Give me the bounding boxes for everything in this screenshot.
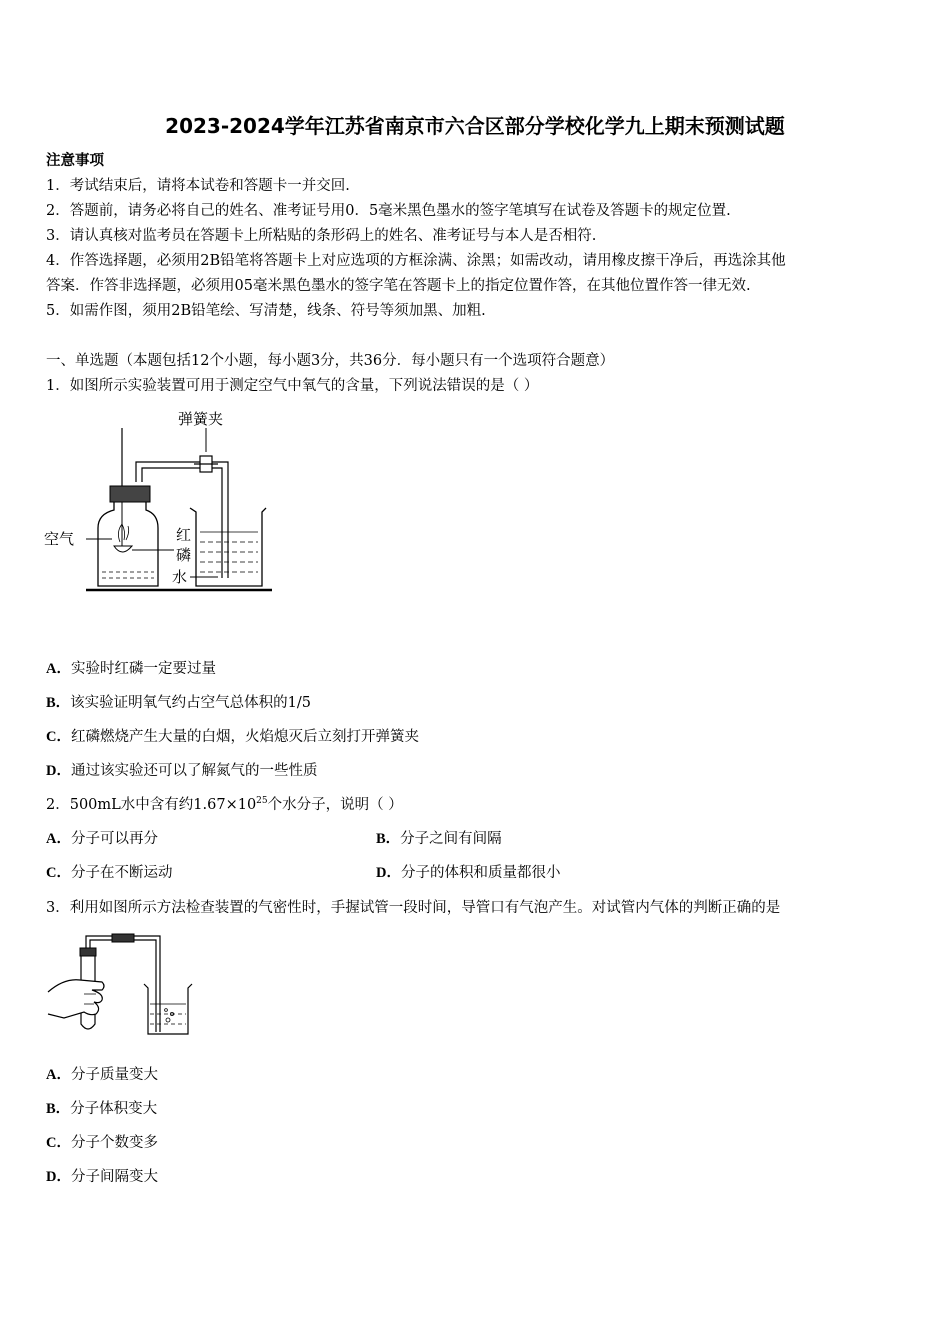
question-3-option-b: B．分子体积变大 (46, 1101, 158, 1117)
question-3-option-a: A．分子质量变大 (46, 1067, 158, 1083)
section-heading: 一、单选题（本题包括12个小题，每小题3分，共36分．每小题只有一个选项符合题意） (46, 353, 615, 369)
question-1-option-a: A．实验时红磷一定要过量 (46, 661, 216, 677)
question-2-option-d: D．分子的体积和质量都很小 (376, 865, 561, 881)
question-2-stem: 2．500mL水中含有约$1.67\times 10^{25}$个水分子，说明（ ） (46, 796, 403, 813)
question-3-option-d: D．分子间隔变大 (46, 1169, 158, 1185)
figure-label-water: 水 (172, 568, 188, 586)
figure-label-phosphorus: 磷 (176, 546, 192, 564)
question-1-option-c: C．红磷燃烧产生大量的白烟，火焰熄灭后立刻打开弹簧夹 (46, 729, 419, 745)
notice-item: 3．请认真核对监考员在答题卡上所粘贴的条形码上的姓名、准考证号与本人是否相符. (46, 228, 597, 244)
question-1-option-d: D．通过该实验还可以了解氮气的一些性质 (46, 763, 318, 779)
figure-label-air: 空气 (44, 530, 75, 548)
notice-item: 2．答题前，请务必将自己的姓名、准考证号用0．5毫米黑色墨水的签字笔填写在试卷及答题卡的规定位置. (46, 203, 731, 219)
question-3-stem: 3．利用如图所示方法检查装置的气密性时，手握试管一段时间，导管口有气泡产生。对试管内气体的判断正确的是 (46, 900, 781, 916)
question-2-option-a: A．分子可以再分 (46, 831, 158, 847)
airtightness-check-figure (44, 928, 204, 1040)
notice-item: 答案．作答非选择题，必须用05毫米黑色墨水的签字笔在答题卡上的指定位置作答，在其他位置作答一律无效. (46, 278, 751, 294)
notice-item: 1．考试结束后，请将本试卷和答题卡一并交回. (46, 178, 350, 194)
question-2-option-c: C．分子在不断运动 (46, 865, 173, 881)
notice-heading: 注意事项 (46, 152, 104, 169)
question-2-option-b: B．分子之间有间隔 (376, 831, 502, 847)
question-1-stem: 1．如图所示实验装置可用于测定空气中氧气的含量，下列说法错误的是（ ） (46, 378, 539, 394)
oxygen-measurement-apparatus-figure (40, 400, 280, 600)
notice-item: 5．如需作图，须用2B铅笔绘、写清楚，线条、符号等须加黑、加粗. (46, 303, 486, 319)
notice-item: 4．作答选择题，必须用2B铅笔将答题卡上对应选项的方框涂满、涂黑；如需改动，请用橡皮擦干净后，再选涂其他 (46, 253, 786, 269)
page-title: 2023-2024学年江苏省南京市六合区部分学校化学九上期末预测试题 (165, 114, 785, 138)
question-1-option-b: B．该实验证明氧气约占空气总体积的1/5 (46, 695, 312, 711)
question-3-option-c: C．分子个数变多 (46, 1135, 158, 1151)
figure-label-phosphorus: 红 (176, 526, 192, 544)
figure-label-clamp: 弹簧夹 (178, 410, 224, 428)
